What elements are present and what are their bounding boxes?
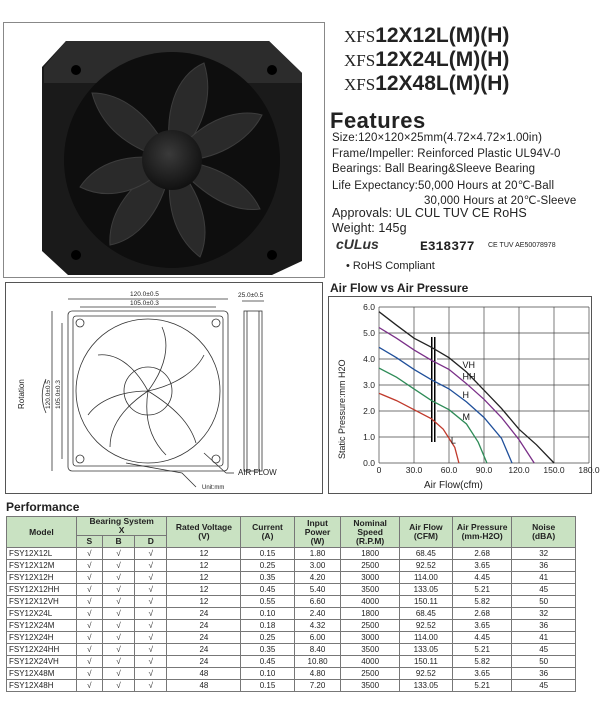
- chart-title: Air Flow vs Air Pressure: [330, 281, 469, 295]
- table-cell: √: [135, 656, 167, 668]
- y-tick-label: 0.0: [363, 458, 375, 468]
- table-cell: 6.00: [294, 632, 341, 644]
- table-cell: 3000: [341, 572, 399, 584]
- th-bearing-label: Bearing System: [89, 516, 154, 526]
- table-cell: 24: [167, 656, 241, 668]
- table-cell: 1.80: [294, 548, 341, 560]
- spec-life-sleeve: 30,000 Hours at 20℃-Sleeve: [424, 195, 577, 207]
- table-cell: 0.35: [241, 644, 294, 656]
- th-power: [294, 517, 341, 548]
- spec-weight: Weight: 145g: [332, 221, 407, 235]
- th-bearing-d: D: [135, 536, 167, 548]
- series-line-l: [379, 393, 459, 463]
- table-cell: 24: [167, 644, 241, 656]
- table-cell: 45: [512, 584, 576, 596]
- spec-size: Size:120×120×25mm(4.72×4.72×1.00in): [332, 132, 543, 144]
- table-cell: 36: [512, 668, 576, 680]
- y-tick-label: 3.0: [363, 380, 375, 390]
- table-cell: √: [102, 620, 134, 632]
- table-cell: √: [76, 632, 102, 644]
- table-cell: √: [76, 620, 102, 632]
- model-cell: FSY12X48H: [7, 680, 77, 692]
- model-cell: FSY12X12M: [7, 560, 77, 572]
- table-cell: 0.18: [241, 620, 294, 632]
- series-label: VH: [462, 360, 476, 370]
- model-title: XFS12X12L(M)(H): [344, 24, 510, 47]
- table-cell: 1800: [341, 548, 399, 560]
- spec-bearings: Bearings: Ball Bearing&Sleeve Bearing: [332, 163, 536, 175]
- table-cell: √: [76, 608, 102, 620]
- table-cell: 92.52: [399, 560, 452, 572]
- table-cell: √: [135, 608, 167, 620]
- table-cell: √: [102, 596, 134, 608]
- th-bearing-b: B: [102, 536, 134, 548]
- table-cell: √: [135, 680, 167, 692]
- table-cell: 3500: [341, 680, 399, 692]
- th-current-unit: (A): [261, 531, 274, 541]
- th-power-label: Input Power: [304, 517, 331, 537]
- table-row: [7, 632, 576, 644]
- th-pressure: [452, 517, 511, 548]
- table-cell: 36: [512, 560, 576, 572]
- dim-height-inner: 105.0±0.3: [55, 380, 62, 409]
- model-title: XFS12X24L(M)(H): [344, 48, 510, 71]
- table-cell: 12: [167, 548, 241, 560]
- dim-height-outer: 120.0±0.5: [45, 380, 52, 409]
- table-cell: 12: [167, 572, 241, 584]
- x-tick-label: 180.0: [578, 465, 600, 475]
- y-tick-label: 4.0: [363, 354, 375, 364]
- table-row: [7, 620, 576, 632]
- y-tick-label: 2.0: [363, 406, 375, 416]
- table-cell: 133.05: [399, 680, 452, 692]
- th-current: [241, 517, 294, 548]
- table-cell: 2500: [341, 668, 399, 680]
- table-cell: 2500: [341, 620, 399, 632]
- table-cell: √: [76, 584, 102, 596]
- th-bearing: [76, 517, 167, 536]
- table-cell: 48: [167, 668, 241, 680]
- table-cell: √: [135, 644, 167, 656]
- table-cell: 50: [512, 596, 576, 608]
- table-cell: √: [102, 608, 134, 620]
- table-cell: 133.05: [399, 644, 452, 656]
- series-line-h: [379, 347, 512, 463]
- table-cell: 12: [167, 560, 241, 572]
- table-cell: √: [102, 632, 134, 644]
- table-cell: 0.10: [241, 608, 294, 620]
- table-cell: 5.21: [452, 680, 511, 692]
- performance-title: Performance: [6, 500, 80, 514]
- table-cell: 24: [167, 632, 241, 644]
- table-cell: √: [135, 572, 167, 584]
- table-cell: √: [102, 668, 134, 680]
- model-cell: FSY12X24M: [7, 620, 77, 632]
- rohs-badge: • RoHS Compliant: [346, 260, 435, 272]
- spec-frame: Frame/Impeller: Reinforced Plastic UL94V-0: [332, 148, 561, 160]
- table-row: [7, 572, 576, 584]
- table-cell: 48: [167, 680, 241, 692]
- table-row: [7, 644, 576, 656]
- table-cell: 2.68: [452, 548, 511, 560]
- th-power-unit: (W): [310, 535, 325, 546]
- spec-approvals: Approvals: UL CUL TUV CE RoHS: [332, 206, 527, 220]
- table-cell: 4.32: [294, 620, 341, 632]
- y-tick-label: 5.0: [363, 328, 375, 338]
- table-cell: 2.68: [452, 608, 511, 620]
- table-cell: 50: [512, 656, 576, 668]
- table-cell: 150.11: [399, 596, 452, 608]
- th-speed: [341, 517, 399, 548]
- table-cell: 24: [167, 620, 241, 632]
- table-cell: 1800: [341, 608, 399, 620]
- fan-photo-frame: [3, 22, 325, 278]
- chart-frame: [328, 296, 600, 494]
- y-tick-label: 1.0: [363, 432, 375, 442]
- th-flow: [399, 517, 452, 548]
- table-cell: 5.82: [452, 656, 511, 668]
- table-cell: 114.00: [399, 632, 452, 644]
- th-bearing-x: X: [118, 525, 125, 535]
- table-cell: 0.45: [241, 584, 294, 596]
- model-cell: FSY12X12HH: [7, 584, 77, 596]
- table-cell: 4000: [341, 596, 399, 608]
- table-cell: 114.00: [399, 572, 452, 584]
- model-cell: FSY12X12L: [7, 548, 77, 560]
- table-cell: √: [135, 560, 167, 572]
- model-cell: FSY12X24L: [7, 608, 77, 620]
- x-tick-label: 150.0: [543, 465, 565, 475]
- th-speed-label: Nominal Speed: [353, 517, 387, 537]
- table-cell: 2500: [341, 560, 399, 572]
- model-cell: FSY12X24H: [7, 632, 77, 644]
- table-cell: 45: [512, 680, 576, 692]
- table-cell: 24: [167, 608, 241, 620]
- table-cell: √: [102, 644, 134, 656]
- table-cell: 92.52: [399, 620, 452, 632]
- th-speed-unit: (R.P.M): [356, 535, 385, 546]
- table-cell: 0.10: [241, 668, 294, 680]
- th-pressure-unit: (mm-H2O): [461, 531, 503, 541]
- series-label: HH: [462, 371, 476, 382]
- series-label: H: [462, 389, 469, 400]
- th-noise-label: Noise: [532, 522, 556, 532]
- table-cell: 8.40: [294, 644, 341, 656]
- dimension-drawing: [6, 283, 322, 493]
- table-cell: √: [76, 596, 102, 608]
- series-label: M: [462, 412, 470, 422]
- th-voltage: [167, 517, 241, 548]
- table-cell: √: [76, 656, 102, 668]
- fan-photo: [4, 23, 324, 277]
- table-cell: 36: [512, 620, 576, 632]
- table-cell: 4.20: [294, 572, 341, 584]
- table-row: [7, 584, 576, 596]
- table-cell: √: [102, 680, 134, 692]
- table-cell: 5.82: [452, 596, 511, 608]
- dim-width-inner: 105.0±0.3: [130, 300, 159, 307]
- rotation-label: Rotation: [17, 379, 26, 409]
- dim-depth: 25.0±0.5: [238, 292, 264, 299]
- chart-y-label: Static Pressure:mm H2O: [337, 359, 347, 459]
- table-cell: √: [102, 548, 134, 560]
- table-cell: 3.00: [294, 560, 341, 572]
- table-cell: √: [135, 548, 167, 560]
- table-cell: 0.15: [241, 548, 294, 560]
- table-cell: 12: [167, 584, 241, 596]
- table-cell: 3000: [341, 632, 399, 644]
- table-cell: 12: [167, 596, 241, 608]
- table-cell: √: [76, 560, 102, 572]
- table-cell: √: [135, 620, 167, 632]
- th-voltage-unit: (V): [198, 531, 210, 541]
- model-cell: FSY12X48M: [7, 668, 77, 680]
- th-model: Model: [7, 517, 77, 548]
- model-title: XFS12X48L(M)(H): [344, 72, 510, 95]
- model-cell: FSY12X24HH: [7, 644, 77, 656]
- table-cell: 2.40: [294, 608, 341, 620]
- x-tick-label: 120.0: [508, 465, 530, 475]
- table-cell: √: [135, 632, 167, 644]
- table-cell: √: [76, 668, 102, 680]
- airflow-label: AIR FLOW: [238, 468, 277, 477]
- cert-number: E318377: [420, 239, 475, 254]
- th-noise: [512, 517, 576, 548]
- table-cell: 45: [512, 644, 576, 656]
- table-cell: 4.45: [452, 632, 511, 644]
- table-cell: 0.55: [241, 596, 294, 608]
- table-row: [7, 560, 576, 572]
- table-cell: 7.20: [294, 680, 341, 692]
- table-row: [7, 668, 576, 680]
- th-flow-unit: (CFM): [413, 531, 438, 541]
- dim-width-outer: 120.0±0.5: [130, 291, 159, 298]
- table-cell: 68.45: [399, 608, 452, 620]
- table-cell: 3500: [341, 584, 399, 596]
- th-flow-label: Air Flow: [409, 522, 443, 532]
- table-cell: √: [102, 656, 134, 668]
- table-cell: 3.65: [452, 560, 511, 572]
- table-cell: 32: [512, 608, 576, 620]
- th-current-label: Current: [252, 522, 283, 532]
- table-cell: 0.45: [241, 656, 294, 668]
- table-cell: √: [76, 680, 102, 692]
- ul-logo: [336, 236, 379, 252]
- table-cell: 68.45: [399, 548, 452, 560]
- model-cell: FSY12X12H: [7, 572, 77, 584]
- model-title-block: [344, 24, 594, 100]
- table-cell: 150.11: [399, 656, 452, 668]
- hatched-region: [431, 337, 437, 442]
- table-cell: 5.40: [294, 584, 341, 596]
- table-cell: √: [102, 560, 134, 572]
- dimension-drawing-frame: [5, 282, 323, 494]
- table-cell: 4.45: [452, 572, 511, 584]
- th-pressure-label: Air Pressure: [456, 522, 508, 532]
- table-cell: 3500: [341, 644, 399, 656]
- table-cell: 4.80: [294, 668, 341, 680]
- x-tick-label: 30.0: [405, 465, 423, 475]
- table-row: [7, 656, 576, 668]
- table-cell: 133.05: [399, 584, 452, 596]
- table-cell: √: [76, 572, 102, 584]
- table-cell: √: [135, 584, 167, 596]
- series-line-vh: [379, 312, 554, 463]
- table-cell: 0.35: [241, 572, 294, 584]
- series-label: L: [450, 435, 456, 446]
- table-cell: 3.65: [452, 620, 511, 632]
- performance-table: [6, 516, 576, 692]
- table-cell: √: [76, 548, 102, 560]
- table-row: [7, 608, 576, 620]
- table-cell: √: [102, 572, 134, 584]
- table-row: [7, 680, 576, 692]
- th-bearing-s: S: [76, 536, 102, 548]
- table-row: [7, 596, 576, 608]
- x-tick-label: 60.0: [440, 465, 458, 475]
- table-cell: 0.15: [241, 680, 294, 692]
- table-row: [7, 548, 576, 560]
- table-cell: √: [102, 584, 134, 596]
- spec-life: Life Expectancy:50,000 Hours at 20℃-Ball: [332, 180, 555, 192]
- model-cell: FSY12X24VH: [7, 656, 77, 668]
- table-cell: √: [135, 668, 167, 680]
- table-cell: 41: [512, 632, 576, 644]
- x-tick-label: 0: [376, 465, 382, 475]
- th-noise-unit: (dBA): [532, 531, 556, 541]
- table-cell: 6.60: [294, 596, 341, 608]
- chart-x-label: Air Flow(cfm): [424, 480, 483, 491]
- table-cell: 3.65: [452, 668, 511, 680]
- th-voltage-label: Rated Voltage: [175, 522, 232, 532]
- features-title: Features: [330, 108, 426, 133]
- pressure-chart: [329, 297, 600, 493]
- x-tick-label: 90.0: [475, 465, 493, 475]
- table-cell: 5.21: [452, 584, 511, 596]
- table-cell: 0.25: [241, 632, 294, 644]
- table-cell: 4000: [341, 656, 399, 668]
- table-cell: 10.80: [294, 656, 341, 668]
- table-cell: √: [135, 596, 167, 608]
- ul-mark-text: cULus: [336, 236, 379, 252]
- table-cell: 32: [512, 548, 576, 560]
- table-cell: 0.25: [241, 560, 294, 572]
- table-cell: 92.52: [399, 668, 452, 680]
- table-cell: 5.21: [452, 644, 511, 656]
- y-tick-label: 6.0: [363, 302, 375, 312]
- unit-label: Unit:mm: [202, 485, 225, 491]
- model-cell: FSY12X12VH: [7, 596, 77, 608]
- cert-small-text: CE TUV AE50078978: [488, 242, 556, 249]
- table-cell: √: [76, 644, 102, 656]
- table-cell: 41: [512, 572, 576, 584]
